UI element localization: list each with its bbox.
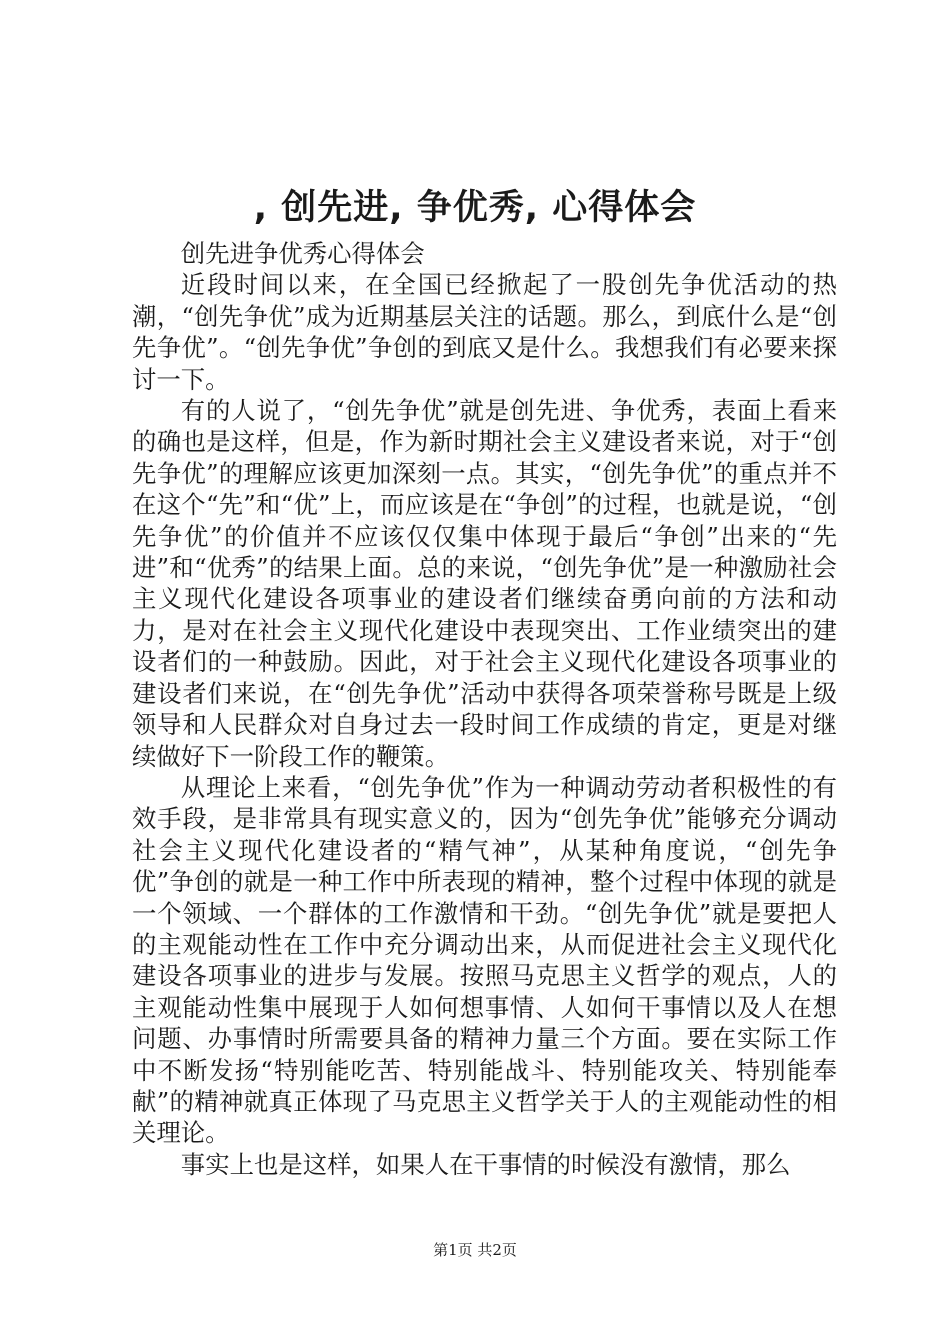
paragraph-1: 近段时间以来，在全国已经掀起了一股创先争优活动的热潮，“创先争优”成为近期基层关注的话题。那么，到底什么是“创先争优”。“创先争优”争创的到底又是什么。我想我们有必要来探讨一下。 [132,270,837,394]
paragraph-2: 有的人说了，“创先争优”就是创先进、争优秀，表面上看来的确也是这样，但是，作为新时期社会主义建设者来说，对于“创先争优”的理解应该更加深刻一点。其实，“创先争优”的重点并不在这个“先”和“优”上，而应该是在“争创”的过程，也就是说，“创先争优”的价值并不应该仅仅集中体现于最后“争创”出来的“先进”和“优秀”的结果上面。总的来说，“创先争优”是一种激励社会主义现代化建设各项事业的建设者们继续奋勇向前的方法和动力，是对在社会主义现代化建设中表现突出、工作业绩突出的建设者们的一种鼓励。因此，对于社会主义现代化建设各项事业的建设者们来说，在“创先争优”活动中获得各项荣誉称号既是上级领导和人民群众对自身过去一段时间工作成绩的肯定，更是对继续做好下一阶段工作的鞭策。 [132,396,837,771]
document-title: , 创先进, 争优秀, 心得体会 [253,188,697,228]
paragraph-subtitle: 创先进争优秀心得体会 [180,239,425,268]
paragraph-4: 事实上也是这样，如果人在干事情的时候没有激情，那么 [180,1149,791,1179]
page-footer: 第1页 共2页 [433,1241,517,1259]
document-body [132,238,837,1180]
paragraph-3: 从理论上来看，“创先争优”作为一种调动劳动者积极性的有效手段，是非常具有现实意义的，因为“创先争优”能够充分调动社会主义现代化建设者的“精气神”，从某种角度说，“创先争优”争创的就是一种工作中所表现的精神，整个过程中体现的就是一个领域、一个群体的工作激情和干劲。“创先争优”就是要把人的主观能动性在工作中充分调动出来，从而促进社会主义现代化建设各项事业的进步与发展。按照马克思主义哲学的观点，人的主观能动性集中展现于人如何想事情、人如何干事情以及人在想问题、办事情时所需要具备的精神力量三个方面。要在实际工作中不断发扬“特别能吃苦、特别能战斗、特别能攻关、特别能奉献”的精神就真正体现了马克思主义哲学关于人的主观能动性的相关理论。 [132,772,837,1148]
